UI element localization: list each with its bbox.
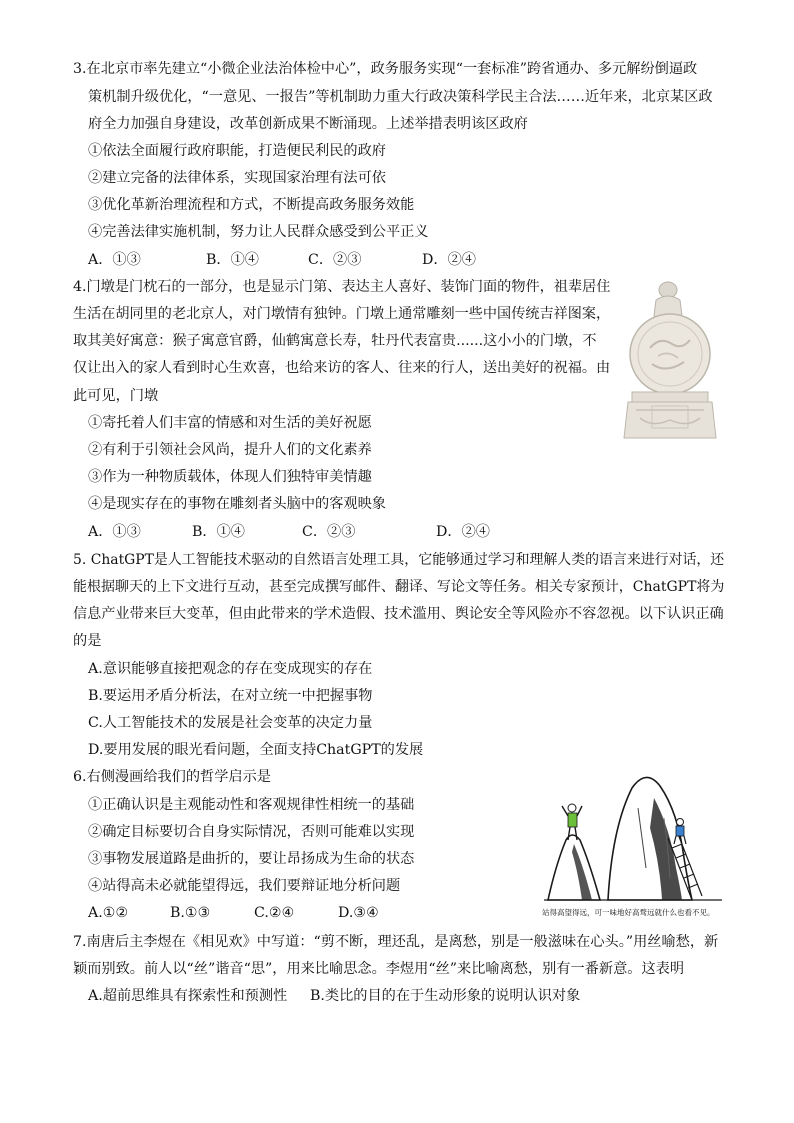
q6-item-3: ③事物发展道路是曲折的，要让昂扬成为生命的状态	[88, 851, 415, 867]
q4-options	[88, 522, 528, 542]
q5-option-a[interactable]: A.意识能够直接把观念的存在变成现实的存在	[88, 661, 373, 677]
q6-option-d[interactable]: D.③④	[338, 905, 379, 921]
q4-stem-line-3: 取其美好寓意：猴子寓意官爵，仙鹤寓意长寿，牡丹代表富贵......这小小的门墩，不	[73, 333, 597, 349]
q6-option-b[interactable]: B.①③	[170, 905, 211, 921]
mountain-climbers-cartoon	[542, 768, 724, 904]
q3-stem-line-2: 策机制升级优化，“一意见、一报告”等机制助力重大行政决策科学民主合法……近年来，北京某区政	[88, 89, 713, 105]
q7-options	[88, 986, 608, 1006]
stone-door-pier-drawing	[622, 278, 718, 442]
q3-option-c[interactable]: C．②③	[308, 252, 362, 268]
q4-stem-line-4: 仅让出入的家人看到时心生欢喜，也给来访的客人、往来的行人，送出美好的祝福。由	[73, 360, 611, 376]
q4-option-c[interactable]: C．②③	[302, 524, 356, 540]
q4-stem-line-5: 此可见，门墩	[73, 388, 159, 404]
q3-option-a[interactable]: A．①③	[88, 252, 141, 268]
q4-stem-line-1: 4.门墩是门枕石的一部分，也是显示门第、表达主人喜好、装饰门面的物件，祖辈居住	[73, 279, 611, 295]
q3-stem-line-3: 府全力加强自身建设，改革创新成果不断涌现。上述举措表明该区政府	[88, 116, 528, 132]
q5-stem-line-1: 5. ChatGPT是人工智能技术驱动的自然语言处理工具，它能够通过学习和理解人类的语言来进行对话，还	[73, 552, 725, 568]
q5-stem-line-3: 信息产业带来巨大变革，但由此带来的学术造假、技术滥用、舆论安全等风险亦不容忽视。以下认识正确	[73, 606, 724, 622]
cartoon-caption: 站得高望得远，可一味地好高骛远就什么也看不见。	[542, 908, 715, 917]
q6-option-c[interactable]: C.②④	[254, 905, 295, 921]
q7-stem-line-2: 颖而别致。前人以“丝”谐音“思”，用来比喻思念。李煜用“丝”来比喻离愁，别有一番新意。这表明	[73, 961, 685, 977]
q4-item-3: ③作为一种物质载体，体现人们独特审美情趣	[88, 469, 372, 485]
q3-option-d[interactable]: D．②④	[422, 252, 476, 268]
q3-options	[88, 250, 538, 270]
q5-option-b[interactable]: B.要运用矛盾分析法，在对立统一中把握事物	[88, 688, 373, 704]
q4-item-4: ④是现实存在的事物在雕刻者头脑中的客观映象	[88, 496, 386, 512]
q5-option-c[interactable]: C.人工智能技术的发展是社会变革的决定力量	[88, 715, 373, 731]
q6-stem-line-1: 6.右侧漫画给我们的哲学启示是	[73, 769, 271, 785]
q4-stem-line-2: 生活在胡同里的老北京人，对门墩情有独钟。门墩上通常雕刻一些中国传统吉祥图案，	[73, 306, 611, 322]
q7-option-b[interactable]: B.类比的目的在于生动形象的说明认识对象	[310, 988, 581, 1004]
q4-option-d[interactable]: D．②④	[436, 524, 490, 540]
q3-item-1: ①依法全面履行政府职能，打造便民利民的政府	[88, 143, 386, 159]
cartoon-drawing	[542, 768, 724, 904]
q7-stem-line-1: 7.南唐后主李煜在《相见欢》中写道：“剪不断，理还乱，是离愁，别是一般滋味在心头。”用丝喻愁，新	[73, 934, 719, 950]
q4-option-a[interactable]: A．①③	[88, 524, 141, 540]
q4-option-b[interactable]: B．①④	[192, 524, 245, 540]
q4-item-2: ②有利于引领社会风尚，提升人们的文化素养	[88, 442, 372, 458]
q6-item-2: ②确定目标要切合自身实际情况，否则可能难以实现	[88, 824, 415, 840]
q3-item-2: ②建立完备的法律体系，实现国家治理有法可依	[88, 170, 386, 186]
q3-item-4: ④完善法律实施机制，努力让人民群众感受到公平正义	[88, 224, 429, 240]
q5-stem-line-4: 的是	[73, 633, 102, 649]
q3-item-3: ③优化革新治理流程和方式，不断提高政务服务效能	[88, 197, 415, 213]
q6-item-1: ①正确认识是主观能动性和客观规律性相统一的基础	[88, 797, 415, 813]
q7-option-a[interactable]: A.超前思维具有探索性和预测性	[88, 988, 288, 1004]
q6-item-4: ④站得高未必就能望得远，我们要辩证地分析问题	[88, 878, 401, 894]
carved-stone-door-pier-image	[622, 278, 718, 442]
q6-options	[88, 903, 388, 923]
q3-stem-line-1: 3.在北京市率先建立“小微企业法治体检中心”，政务服务实现“一套标准”跨省通办、多元解纷倒逼政	[73, 61, 698, 77]
q4-item-1: ①寄托着人们丰富的情感和对生活的美好祝愿	[88, 415, 372, 431]
q5-stem-line-2: 能根据聊天的上下文进行互动，甚至完成撰写邮件、翻译、写论文等任务。相关专家预计，ChatGPT将为	[73, 579, 725, 595]
q3-option-b[interactable]: B．①④	[206, 252, 259, 268]
q6-option-a[interactable]: A.①②	[88, 905, 129, 921]
q5-option-d[interactable]: D.要用发展的眼光看问题，全面支持ChatGPT的发展	[88, 742, 424, 758]
